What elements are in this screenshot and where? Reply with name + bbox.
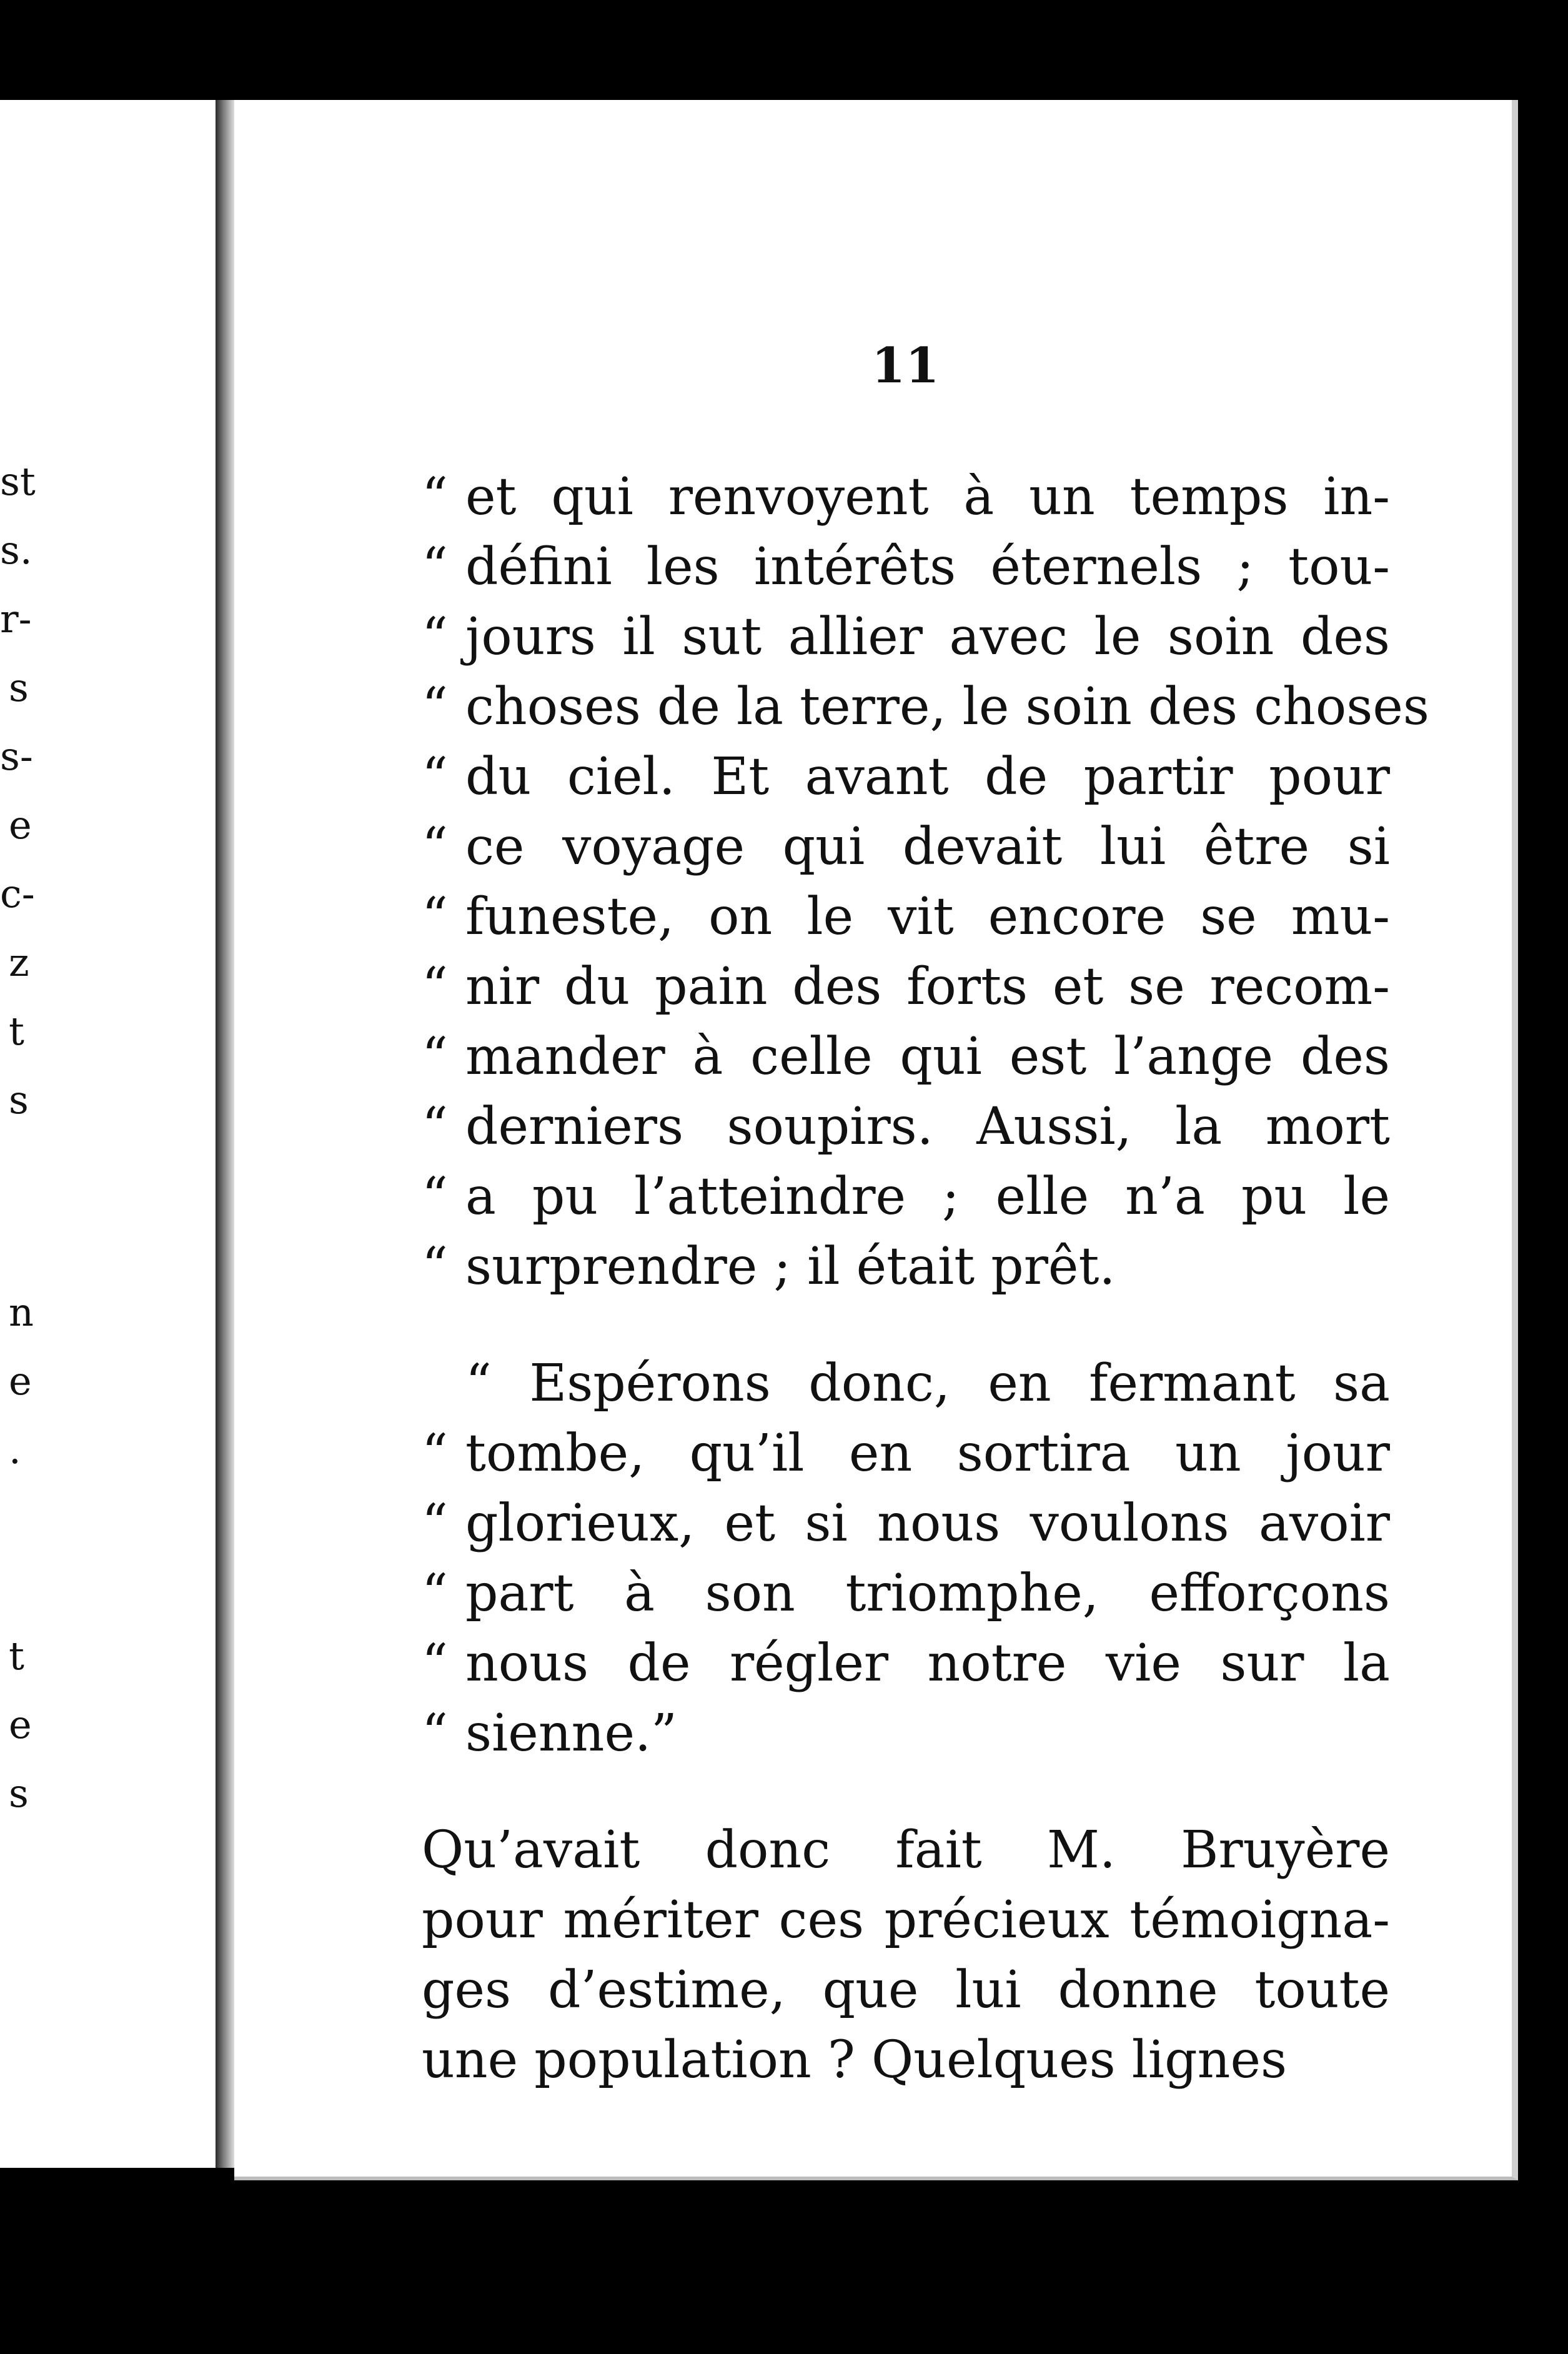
text-line (422, 1162, 1390, 1232)
line-text: choses de la terre, le soin des choses (465, 677, 1429, 737)
quote-mark: “ (422, 1097, 448, 1156)
text-line (422, 742, 1390, 812)
left-page-fragment: c- (0, 871, 35, 916)
text-line (422, 1559, 1390, 1629)
left-page-fragment: e (9, 1358, 32, 1404)
quote-mark: “ (422, 677, 448, 737)
quote-mark: “ (422, 537, 448, 597)
quote-mark: “ (422, 1167, 448, 1226)
quote-mark: “ (422, 1704, 448, 1763)
line-text: funeste, on le vit encore se mu- (465, 887, 1390, 946)
text-line (422, 1699, 1390, 1769)
text-line (422, 1419, 1390, 1489)
line-text: glorieux, et si nous voulons avoir (465, 1494, 1390, 1553)
left-page-fragment: r- (0, 596, 32, 642)
line-text: tombe, qu’il en sortira un jour (465, 1424, 1390, 1483)
paragraph-eulogy-continued (422, 462, 1429, 1302)
left-page-fragment: s (9, 1077, 29, 1123)
text-line (422, 532, 1390, 602)
left-page-fragment: z (9, 940, 29, 985)
left-page-fragment: s- (0, 733, 33, 779)
page-gutter (216, 100, 234, 2168)
left-page-fragment: . (9, 1427, 21, 1472)
line-text: du ciel. Et avant de partir pour (465, 747, 1390, 807)
line-text: “ Espérons donc, en fermant sa (465, 1354, 1390, 1413)
line-text: part à son triomphe, efforçons (465, 1564, 1390, 1623)
line-text: surprendre ; il était prêt. (465, 1237, 1116, 1296)
line-text: ce voyage qui devait lui être si (465, 817, 1390, 877)
line-text: a pu l’atteindre ; elle n’a pu le (465, 1167, 1390, 1226)
book-page (234, 100, 1518, 2180)
text-line (422, 952, 1390, 1022)
text-line (422, 1092, 1390, 1162)
left-page-fragment: t (9, 1633, 24, 1679)
line-text: nir du pain des forts et se recom- (465, 957, 1390, 1016)
left-page-fragment: s (9, 665, 29, 710)
line-text: défini les intérêts éternels ; tou- (465, 537, 1390, 597)
text-line (422, 672, 1429, 742)
quote-mark: “ (422, 887, 448, 946)
text-line (422, 1629, 1390, 1699)
text-line (422, 882, 1390, 952)
left-page-fragment: s. (0, 527, 32, 573)
page-number: 11 (871, 337, 940, 394)
text-line (422, 462, 1390, 532)
quote-mark: “ (422, 747, 448, 807)
quote-mark: “ (422, 1494, 448, 1553)
quote-mark: “ (422, 957, 448, 1016)
left-page-fragment: t (9, 1008, 24, 1054)
line-text: derniers soupirs. Aussi, la mort (465, 1097, 1390, 1156)
line-text: nous de régler notre vie sur la (465, 1634, 1390, 1693)
quote-mark: “ (422, 1424, 448, 1483)
left-facing-page (0, 100, 216, 2168)
line-text: sienne.” (465, 1704, 677, 1763)
left-page-fragment: st (0, 459, 36, 504)
left-page-fragment: e (9, 802, 32, 848)
quote-mark: “ (422, 1564, 448, 1623)
text-line: ges d’estime, que lui donne toute (422, 1960, 1390, 2020)
text-line (422, 1232, 1390, 1302)
quote-mark: “ (422, 1634, 448, 1693)
paragraph-question (422, 1815, 1390, 2095)
text-line (422, 1489, 1390, 1559)
text-line (422, 812, 1390, 882)
left-page-fragment: s (9, 1770, 29, 1816)
text-line (422, 1349, 1390, 1419)
left-page-fragment: e (9, 1702, 32, 1747)
quote-mark: “ (422, 817, 448, 877)
text-line: Qu’avait donc fait M. Bruyère (422, 1820, 1390, 1880)
left-page-fragment: n (9, 1289, 34, 1335)
quote-mark: “ (422, 1237, 448, 1296)
text-line (422, 602, 1390, 672)
quote-mark: “ (422, 1027, 448, 1086)
page-text (422, 462, 1429, 2095)
text-line: pour mériter ces précieux témoigna- (422, 1890, 1390, 1950)
text-line: une population ? Quelques lignes (422, 2030, 1288, 2090)
line-text: mander à celle qui est l’ange des (465, 1027, 1390, 1086)
line-text: et qui renvoyent à un temps in- (465, 467, 1390, 527)
line-text: jours il sut allier avec le soin des (465, 607, 1390, 667)
quote-mark: “ (422, 607, 448, 667)
text-line (422, 1022, 1390, 1092)
paragraph-hope (422, 1349, 1390, 1769)
quote-mark: “ (422, 467, 448, 527)
